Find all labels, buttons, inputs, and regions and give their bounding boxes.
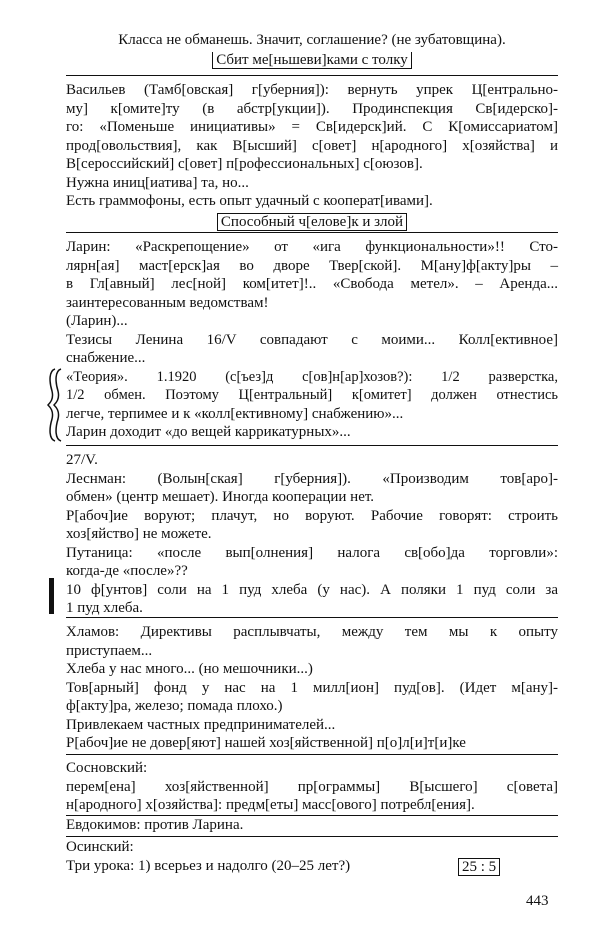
text-line: н[ародного] х[озяйства]: предм[еты] масс[ового] потребл[ения]. [66, 797, 475, 813]
text-line: Осинский: [66, 839, 134, 855]
text-line: му] к[омите]ту (в абстр[укции]). Продинспекция Св[идерско]- [66, 100, 558, 117]
text-line: легче, терпимее и к «колл[ективному] снабжению»... [66, 405, 404, 422]
text-line: Сосновский: [66, 760, 148, 776]
text-line: Р[абоч]ие воруют; плачут, но воруют. Рабочие говорят: строить [66, 507, 558, 524]
text-line: снабжение... [66, 350, 146, 366]
osinsky-block [66, 838, 558, 875]
text-line: Ларин: «Раскрепощение» от «ига функциональности»!! Сто- [66, 239, 558, 255]
text-line: в Гл[авный] лес[ной] ком[итет]!.. «Свобода метел». – Аренда... [66, 276, 558, 292]
text-line: Тезисы Ленина 16/V совпадают с моими... Колл[ективное] [66, 331, 558, 348]
margin-bar-mark [49, 578, 54, 614]
text-line: 27/V. [66, 452, 98, 468]
boxed-heading: Сбит ме[ньшеви]ками с толку [212, 52, 412, 69]
divider-rule [66, 836, 558, 837]
text-line: В[сероссийский] с[овет] п[рофессиональных] с[оюзов]. [66, 156, 423, 172]
divider-rule [66, 754, 558, 755]
text-line: заинтересованным ведомствам! [66, 294, 269, 311]
larin-block [66, 238, 558, 442]
text-line: Класса не обманешь. Значит, соглашение? (не зубатовщина). [118, 32, 506, 48]
divider-rule [66, 445, 558, 446]
text-line: Три урока: 1) всерьез и надолго (20–25 лет?) [66, 857, 351, 874]
divider-rule [66, 232, 558, 233]
text-line: обмен» (центр мешает). Иногда кооперации нет. [66, 489, 375, 505]
text-line: Есть граммофоны, есть опыт удачный с кооперат[ивами]. [66, 193, 433, 209]
intro-block [66, 31, 558, 69]
text-line: Хламов: Директивы расплывчаты, между тем мы к опыту [66, 624, 558, 640]
text-line: Леснман: (Волын[ская] г[уберния]). «Производим тов[аро]- [66, 470, 558, 487]
text-line: прод[овольствия], как В[ысший] с[овет] н[ародного] х[озяйства] и [66, 137, 558, 154]
evdokimov-block [66, 816, 558, 835]
boxed-page-reference: 25 : 5 [458, 858, 500, 876]
text-line: приступаем... [66, 642, 153, 659]
text-line: перем[ена] хоз[яйственной] пр[ограммы] В[ысшего] с[овета] [66, 778, 558, 795]
vasiliev-block [66, 81, 558, 231]
text-line: (Ларин)... [66, 313, 128, 329]
boxed-heading: Способный ч[елове]к и злой [217, 213, 407, 231]
text-line: Нужна иниц[иатива] та, но... [66, 174, 249, 191]
text-line: 1 пуд хлеба. [66, 600, 143, 616]
text-line: «Теория». 1.1920 (с[ъез]д с[ов]н[ар]хозов?): 1/2 разверстка, [66, 368, 558, 385]
text-line: Ларин доходит «до вещей каррикатурных»... [66, 424, 351, 440]
text-line: Путаница: «после вып[олнения] налога св[обо]да торговли»: [66, 544, 558, 561]
text-line: 1/2 обмен. Поэтому Ц[ентральный] к[омитет] должен отнестись [66, 387, 558, 403]
text-line: Хлеба у нас много... (но мешочники...) [66, 661, 313, 677]
text-line: Тов[арный] фонд у нас на 1 милл[ион] пуд[ов]. (Идет м[ану]- [66, 679, 558, 696]
khlamov-block [66, 623, 558, 753]
text-line: 10 ф[унтов] соли на 1 пуд хлеба (у нас). А поляки 1 пуд соли за [66, 581, 558, 598]
text-line: когда-де «после»?? [66, 563, 188, 579]
text-line: Евдокимов: против Ларина. [66, 817, 244, 833]
text-line: Привлекаем частных предпринимателей... [66, 716, 336, 733]
page-number: 443 [526, 893, 549, 909]
divider-rule [66, 75, 558, 76]
text-line: Р[абоч]ие не довер[яют] нашей хоз[яйственной] п[о]л[и]т[и]ке [66, 735, 466, 751]
sosnovsky-block [66, 759, 558, 815]
text-line: лярн[ая] маст[ерск]ая во дворе Твер[ской]. М[ану]ф[акту]ры – [66, 257, 558, 274]
margin-bracket-mark [46, 367, 64, 443]
text-line: го: «Поменьше инициативы» = Св[идерск]ий. С К[омиссариатом] [66, 119, 558, 135]
text-line: Васильев (Тамб[овская] г[уберния]): вернуть упрек Ц[ентрально- [66, 82, 558, 98]
divider-rule [66, 617, 558, 618]
text-line: ф[акту]ра, железо; помада плохо.) [66, 698, 283, 714]
lesnman-block [66, 451, 558, 618]
text-line: хоз[яйство] не можете. [66, 526, 212, 542]
